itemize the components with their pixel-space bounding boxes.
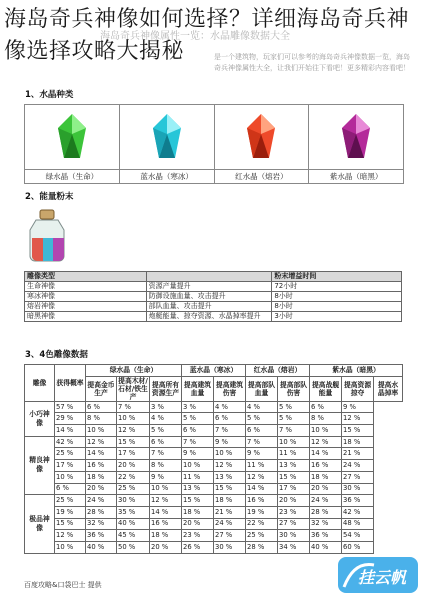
table-row (25, 425, 403, 437)
crystal-cell-red (215, 105, 310, 183)
table-cell: 27 % (278, 518, 310, 530)
table-cell: 6 % (86, 401, 117, 413)
crystal-label-purple: 紫水晶（暗黑） (309, 169, 403, 183)
table-cell: 28 % (246, 541, 278, 553)
watermark-text: 挂云帆 (358, 568, 407, 587)
table-cell: 8 % (150, 460, 182, 472)
sub-header-cell: 提高部队血量 (246, 376, 278, 401)
table-cell: 暗黑神像 (25, 312, 147, 322)
table-cell: 72小时 (272, 282, 402, 292)
header-red-crystal: 红水晶（熔岩） (246, 365, 310, 377)
table-cell: 炮艇能量、掠夺资源、水晶掉率提升 (146, 312, 272, 322)
table-cell: 19 % (55, 506, 86, 518)
table-cell: 35 % (117, 506, 150, 518)
statue-group-label: 精良神像 (25, 436, 55, 494)
table-cell: 5 % (278, 401, 310, 413)
table-cell: 12 % (117, 425, 150, 437)
table-cell: 8小时 (272, 292, 402, 302)
table-cell: 18 % (310, 471, 342, 483)
table-cell: 5 % (246, 413, 278, 425)
table-cell: 12 % (246, 471, 278, 483)
table-row (25, 292, 402, 302)
table-cell: 20 % (278, 495, 310, 507)
table-row (25, 471, 403, 483)
table-cell: 10 % (182, 460, 214, 472)
table-cell: 9 % (182, 448, 214, 460)
sub-header-cell: 提高资源掠夺 (342, 376, 374, 401)
purple-crystal-icon (309, 105, 403, 169)
table-cell: 7 % (150, 448, 182, 460)
table-cell: 32 % (310, 518, 342, 530)
table-cell: 30 % (342, 483, 374, 495)
table-cell: 42 % (55, 436, 86, 448)
table-cell: 24 % (86, 495, 117, 507)
table-cell: 18 % (182, 506, 214, 518)
table-cell: 40 % (86, 541, 117, 553)
table-cell: 7 % (117, 401, 150, 413)
table-cell: 25 % (55, 448, 86, 460)
crystal-cell-blue (120, 105, 215, 183)
table-cell: 13 % (214, 471, 246, 483)
green-crystal-icon (25, 105, 119, 169)
table-cell: 18 % (86, 471, 117, 483)
table-cell: 40 % (117, 518, 150, 530)
table-cell: 5 % (150, 425, 182, 437)
table-cell: 25 % (246, 530, 278, 542)
table-cell: 生命神像 (25, 282, 147, 292)
crystal-grid (24, 104, 404, 184)
sub-header-cell: 提高建筑血量 (182, 376, 214, 401)
crystal-label-blue: 蓝水晶（寒冰） (120, 169, 214, 183)
table-row (25, 413, 403, 425)
table-cell: 14 % (86, 448, 117, 460)
table-cell: 19 % (246, 506, 278, 518)
table-cell: 16 % (246, 495, 278, 507)
table-cell: 6 % (214, 413, 246, 425)
table-cell: 6 % (310, 401, 342, 413)
table-cell: 11 % (182, 471, 214, 483)
table-cell: 8小时 (272, 302, 402, 312)
table-cell: 部队血量、攻击提升 (146, 302, 272, 312)
table-cell: 7 % (246, 436, 278, 448)
table-cell: 25 % (55, 495, 86, 507)
faded-intro: 是一个建筑物，玩家们可以参考的海岛奇兵神像数据一览，海岛奇兵神像属性大全，让我们开始往下看吧！更多精彩内容看吧！ (214, 53, 410, 72)
table-cell: 42 % (342, 506, 374, 518)
table-cell: 12 % (150, 495, 182, 507)
table-cell: 15 % (214, 483, 246, 495)
table-cell: 36 % (310, 530, 342, 542)
table-row (25, 460, 403, 472)
table-cell: 13 % (182, 483, 214, 495)
header-probability: 获得概率 (55, 365, 86, 402)
table-row (25, 495, 403, 507)
table-cell: 7 % (278, 425, 310, 437)
table-row (25, 282, 402, 292)
table-row (25, 401, 403, 413)
powder-table-header (25, 272, 402, 282)
section-heading-statue-data: 3、4色雕像数据 (25, 350, 88, 360)
table-cell: 54 % (342, 530, 374, 542)
table-cell: 12 % (342, 413, 374, 425)
table-cell: 40 % (310, 541, 342, 553)
table-row (25, 518, 403, 530)
table-cell: 16 % (150, 518, 182, 530)
credit-text: 百度攻略&口袋巴士 提供 (24, 581, 102, 589)
table-cell: 18 % (150, 530, 182, 542)
table-cell: 14 % (150, 506, 182, 518)
table-cell: 23 % (182, 530, 214, 542)
powder-header-type: 雕像类型 (25, 272, 147, 282)
table-cell: 8 % (86, 413, 117, 425)
table-cell: 10 % (86, 425, 117, 437)
table-row (25, 436, 403, 448)
table-cell: 熔岩神像 (25, 302, 147, 312)
table-cell: 23 % (278, 506, 310, 518)
table-cell: 20 % (117, 460, 150, 472)
table-cell: 16 % (86, 460, 117, 472)
section-heading-powder: 2、能量粉末 (25, 192, 74, 202)
table-cell: 14 % (246, 483, 278, 495)
table-cell: 45 % (117, 530, 150, 542)
table-cell: 34 % (278, 541, 310, 553)
sub-header-cell: 提高水晶掉率 (374, 376, 403, 401)
crystal-label-red: 红水晶（熔岩） (215, 169, 309, 183)
table-cell: 28 % (86, 506, 117, 518)
table-cell: 17 % (55, 460, 86, 472)
section-heading-crystals: 1、水晶种类 (25, 90, 74, 100)
table-cell: 20 % (310, 483, 342, 495)
table-cell: 12 % (214, 460, 246, 472)
table-cell: 30 % (214, 541, 246, 553)
table-cell: 10 % (310, 425, 342, 437)
table-cell: 17 % (117, 448, 150, 460)
table-cell: 5 % (182, 413, 214, 425)
table-cell: 5 % (278, 413, 310, 425)
table-cell: 6 % (246, 425, 278, 437)
table-cell: 寒冰神像 (25, 292, 147, 302)
table-cell: 15 % (117, 436, 150, 448)
table-cell: 36 % (86, 530, 117, 542)
table-cell: 7 % (182, 436, 214, 448)
table-cell: 36 % (342, 495, 374, 507)
table-cell: 20 % (182, 518, 214, 530)
sub-header-cell: 提高战舰能量 (310, 376, 342, 401)
table-cell: 20 % (150, 541, 182, 553)
table-cell: 60 % (342, 541, 374, 553)
table-cell: 10 % (55, 471, 86, 483)
table-cell: 18 % (342, 436, 374, 448)
table-cell: 4 % (150, 413, 182, 425)
table-cell: 14 % (55, 425, 86, 437)
table-cell: 30 % (117, 495, 150, 507)
table-cell: 22 % (117, 471, 150, 483)
statue-table-group-header (25, 365, 403, 377)
watermark-logo (336, 553, 420, 597)
table-cell: 13 % (278, 460, 310, 472)
header-statue: 雕像 (25, 365, 55, 402)
table-row (25, 483, 403, 495)
statue-table-body (25, 401, 403, 553)
header-purple-crystal: 紫水晶（暗黑） (310, 365, 403, 377)
table-row (25, 530, 403, 542)
table-cell: 15 % (342, 425, 374, 437)
blue-crystal-icon (120, 105, 214, 169)
table-row (25, 448, 403, 460)
table-cell: 48 % (342, 518, 374, 530)
table-cell: 3 % (150, 401, 182, 413)
faded-subtitle: 海岛奇兵神像属性一览：水晶雕像数据大全 (100, 31, 290, 42)
sub-header-cell: 提高所有资源生产 (150, 376, 182, 401)
table-cell: 27 % (214, 530, 246, 542)
table-cell: 27 % (342, 471, 374, 483)
powder-header-effect (146, 272, 272, 282)
table-cell: 15 % (182, 495, 214, 507)
statue-group-label: 极品神像 (25, 495, 55, 553)
table-cell: 4 % (246, 401, 278, 413)
table-cell: 9 % (150, 471, 182, 483)
table-cell: 50 % (117, 541, 150, 553)
table-cell: 15 % (278, 471, 310, 483)
header-green-crystal: 绿水晶（生命） (86, 365, 182, 377)
table-cell: 6 % (150, 436, 182, 448)
table-cell: 12 % (86, 436, 117, 448)
table-cell: 15 % (55, 518, 86, 530)
table-cell: 22 % (246, 518, 278, 530)
table-cell: 24 % (342, 460, 374, 472)
crystal-cell-purple (309, 105, 403, 183)
table-cell: 9 % (214, 436, 246, 448)
table-cell: 6 % (182, 425, 214, 437)
table-cell: 4 % (214, 401, 246, 413)
table-cell: 20 % (86, 483, 117, 495)
sub-header-cell: 提高部队伤害 (278, 376, 310, 401)
table-cell: 26 % (182, 541, 214, 553)
sub-header-cell: 提高金币生产 (86, 376, 117, 401)
table-cell: 25 % (117, 483, 150, 495)
table-cell: 24 % (310, 495, 342, 507)
table-cell: 10 % (150, 483, 182, 495)
table-cell: 资源产量提升 (146, 282, 272, 292)
table-cell: 10 % (117, 413, 150, 425)
statue-data-table (24, 364, 403, 554)
powder-table (24, 271, 402, 322)
sub-header-cell: 提高木材/石材/铁生产 (118, 376, 148, 401)
table-cell: 57 % (55, 401, 86, 413)
table-cell: 16 % (310, 460, 342, 472)
table-cell: 10 % (55, 541, 86, 553)
statue-group-label: 小巧神像 (25, 401, 55, 436)
red-crystal-icon (215, 105, 309, 169)
table-cell: 3小时 (272, 312, 402, 322)
table-row (25, 541, 403, 553)
sub-header-cell: 提高建筑伤害 (214, 376, 246, 401)
powder-header-time: 粉末增益时间 (272, 272, 402, 282)
table-cell: 9 % (342, 401, 374, 413)
table-cell: 21 % (342, 448, 374, 460)
table-cell: 12 % (310, 436, 342, 448)
table-cell: 3 % (182, 401, 214, 413)
crystal-cell-green (25, 105, 120, 183)
table-row (25, 312, 402, 322)
table-cell: 21 % (214, 506, 246, 518)
table-cell: 18 % (214, 495, 246, 507)
table-cell: 14 % (310, 448, 342, 460)
table-cell: 12 % (55, 530, 86, 542)
powder-bottle-icon (22, 208, 72, 263)
table-cell: 11 % (246, 460, 278, 472)
table-cell: 30 % (278, 530, 310, 542)
page-title: 海岛奇兵神像如何选择？详细海岛奇兵神像选择攻略大揭秘 (4, 7, 410, 64)
table-cell: 24 % (214, 518, 246, 530)
table-cell: 防御设施血量、攻击提升 (146, 292, 272, 302)
header-blue-crystal: 蓝水晶（寒冰） (182, 365, 246, 377)
table-cell: 29 % (55, 413, 86, 425)
table-cell: 17 % (278, 483, 310, 495)
crystal-label-green: 绿水晶（生命） (25, 169, 119, 183)
table-cell: 10 % (214, 448, 246, 460)
table-row (25, 302, 402, 312)
table-row (25, 506, 403, 518)
table-cell: 6 % (55, 483, 86, 495)
table-cell: 7 % (214, 425, 246, 437)
table-cell: 8 % (310, 413, 342, 425)
table-cell: 28 % (310, 506, 342, 518)
table-cell: 9 % (246, 448, 278, 460)
table-cell: 32 % (86, 518, 117, 530)
table-cell: 10 % (278, 436, 310, 448)
table-cell: 11 % (278, 448, 310, 460)
